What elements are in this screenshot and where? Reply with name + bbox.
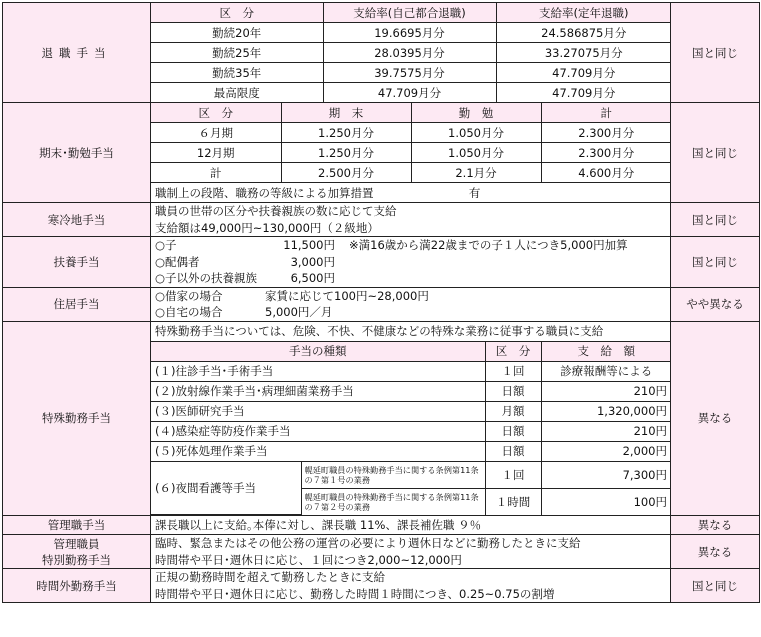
table-row bbox=[151, 143, 671, 163]
content-bonus bbox=[151, 103, 671, 203]
overtime-line-1: 正規の勤務時間を超えて勤務したときに支給 bbox=[155, 570, 385, 584]
cell: 2.300月分 bbox=[541, 123, 671, 143]
header-kind: 手当の種類 bbox=[151, 341, 485, 361]
cell: 210円 bbox=[541, 381, 671, 401]
cell: 2,000円 bbox=[541, 441, 671, 461]
header-amount: 支 給 額 bbox=[541, 341, 671, 361]
table-row bbox=[151, 401, 671, 421]
cell: 日額 bbox=[485, 421, 541, 441]
table-row bbox=[151, 421, 671, 441]
cell: 47.709月分 bbox=[496, 83, 671, 103]
list-item bbox=[151, 270, 670, 287]
cold-line-1: 職員の世帯の区分や扶養親族の数に応じて支給 bbox=[155, 204, 397, 218]
note-text: 職制上の段階、職務の等級による加算措置 bbox=[155, 185, 374, 200]
table-row bbox=[151, 361, 671, 381]
cell: 幌延町職員の特殊勤務手当に関する条例第11条の７第１号の業務 bbox=[301, 461, 485, 488]
table-row bbox=[151, 381, 671, 401]
item-note: ※満16歳から満22歳までの子１人につき5,000円加算 bbox=[349, 238, 628, 252]
cell: １時間 bbox=[485, 488, 541, 515]
content-retirement bbox=[151, 3, 671, 103]
cold-line-2: 支給額は49,000円~130,000円（２級地） bbox=[155, 220, 379, 235]
cell: 100円 bbox=[541, 488, 671, 515]
cell: 勤続25年 bbox=[151, 43, 323, 63]
manager-special-line-1: 臨時、緊急またはその他公務の運営の必要により週休日などに勤務したときに支給 bbox=[155, 536, 581, 550]
table-row bbox=[151, 23, 671, 43]
cell: ６月期 bbox=[151, 123, 281, 143]
header-voluntary: 支給率(自己都合退職) bbox=[323, 3, 496, 23]
content-manager bbox=[151, 516, 671, 535]
row-housing bbox=[3, 287, 760, 321]
label-cold: 寒冷地手当 bbox=[3, 203, 151, 237]
item-amount: 6,500円 bbox=[290, 271, 335, 285]
label-housing: 住居手当 bbox=[3, 287, 151, 321]
list-item bbox=[151, 288, 670, 305]
content-housing bbox=[151, 287, 671, 321]
item-name: ○自宅の場合 bbox=[155, 305, 223, 319]
cell: (２)放射線作業手当･病理細菌業務手当 bbox=[151, 381, 485, 401]
cell: 幌延町職員の特殊勤務手当に関する条例第11条の７第２号の業務 bbox=[301, 488, 485, 515]
cell: 日額 bbox=[485, 381, 541, 401]
table-row bbox=[151, 83, 671, 103]
content-special bbox=[151, 321, 671, 516]
cell: 勤続35年 bbox=[151, 63, 323, 83]
result-retirement: 国と同じ bbox=[671, 3, 760, 103]
list-item bbox=[151, 304, 670, 321]
table-row bbox=[151, 461, 671, 488]
label-overtime: 時間外勤務手当 bbox=[3, 569, 151, 603]
cell: 1.050月分 bbox=[411, 143, 541, 163]
table-row bbox=[151, 63, 671, 83]
header-diligence: 勤 勉 bbox=[411, 103, 541, 123]
cell: 1,320,000円 bbox=[541, 401, 671, 421]
row-bonus bbox=[3, 103, 760, 203]
label-line-1: 管理職員 bbox=[53, 536, 100, 551]
header-category: 区 分 bbox=[151, 3, 323, 23]
label-retirement bbox=[3, 3, 151, 103]
cell: 4.600月分 bbox=[541, 163, 671, 183]
cell: (３)医師研究手当 bbox=[151, 401, 485, 421]
result-housing: やや異なる bbox=[671, 287, 760, 321]
cell: 47.709月分 bbox=[496, 63, 671, 83]
manager-special-line-2: 時間帯や平日･週休日に応じ、１回につき2,000~12,000円 bbox=[155, 552, 462, 567]
allowance-table bbox=[2, 2, 760, 603]
result-cold: 国と同じ bbox=[671, 203, 760, 237]
cell: (５)死体処理作業手当 bbox=[151, 441, 485, 461]
table-row bbox=[151, 183, 671, 203]
retirement-table bbox=[151, 3, 671, 102]
cell: １回 bbox=[485, 461, 541, 488]
item-desc: 5,000円／月 bbox=[265, 305, 333, 319]
cell: 日額 bbox=[485, 441, 541, 461]
cell: 33.27075月分 bbox=[496, 43, 671, 63]
item-name: ○子 bbox=[155, 238, 177, 252]
content-overtime bbox=[151, 569, 671, 603]
header-unit: 区 分 bbox=[485, 341, 541, 361]
night-nursing-name: (６)夜間看護等手当 bbox=[151, 461, 301, 515]
label-special: 特殊勤務手当 bbox=[3, 321, 151, 516]
content-manager-special bbox=[151, 535, 671, 569]
row-retirement bbox=[3, 3, 760, 103]
special-table bbox=[151, 322, 671, 516]
cell: 勤続20年 bbox=[151, 23, 323, 43]
result-dependent: 国と同じ bbox=[671, 237, 760, 288]
label-manager-special bbox=[3, 535, 151, 569]
special-intro: 特殊勤務手当については、危険、不快、不健康などの特殊な業務に従事する職員に支給 bbox=[151, 322, 671, 342]
manager-text: 課長職以上に支給｡本俸に対し、課長職 11%、課長補佐職 ９％ bbox=[155, 517, 482, 532]
cell: 210円 bbox=[541, 421, 671, 441]
header-total: 計 bbox=[541, 103, 671, 123]
cell: 24.586875月分 bbox=[496, 23, 671, 43]
list-item bbox=[151, 237, 670, 254]
table-row bbox=[151, 43, 671, 63]
content-cold bbox=[151, 203, 671, 237]
row-manager bbox=[3, 516, 760, 535]
note-value: 有 bbox=[468, 185, 481, 200]
cell: (１)往診手当･手術手当 bbox=[151, 361, 485, 381]
result-overtime: 国と同じ bbox=[671, 569, 760, 603]
result-manager: 異なる bbox=[671, 516, 760, 535]
cell: 7,300円 bbox=[541, 461, 671, 488]
table-row bbox=[151, 123, 671, 143]
cell: 12月期 bbox=[151, 143, 281, 163]
cell: １回 bbox=[485, 361, 541, 381]
header-category: 区 分 bbox=[151, 103, 281, 123]
label-bonus: 期末･勤勉手当 bbox=[3, 103, 151, 203]
row-cold bbox=[3, 203, 760, 237]
item-name: ○配偶者 bbox=[155, 254, 200, 269]
label-line-2: 特別勤務手当 bbox=[42, 552, 111, 567]
item-desc: 家賃に応じて100円~28,000円 bbox=[265, 288, 429, 303]
result-manager-special: 異なる bbox=[671, 535, 760, 569]
cell: 28.0395月分 bbox=[323, 43, 496, 63]
cell: 月額 bbox=[485, 401, 541, 421]
row-dependent bbox=[3, 237, 760, 288]
table-row bbox=[151, 163, 671, 183]
cell: 2.1月分 bbox=[411, 163, 541, 183]
cell: 計 bbox=[151, 163, 281, 183]
table-row bbox=[151, 441, 671, 461]
item-amount: 11,500円 bbox=[283, 238, 335, 252]
label-manager: 管理職手当 bbox=[3, 516, 151, 535]
cell: 最高限度 bbox=[151, 83, 323, 103]
header-term-end: 期 末 bbox=[281, 103, 411, 123]
header-mandatory: 支給率(定年退職) bbox=[496, 3, 671, 23]
cell: (４)感染症等防疫作業手当 bbox=[151, 421, 485, 441]
cell: 2.300月分 bbox=[541, 143, 671, 163]
item-name: ○借家の場合 bbox=[155, 288, 223, 303]
bonus-table bbox=[151, 103, 671, 202]
row-manager-special bbox=[3, 535, 760, 569]
cell: 19.6695月分 bbox=[323, 23, 496, 43]
result-special: 異なる bbox=[671, 321, 760, 516]
item-name: ○子以外の扶養親族 bbox=[155, 271, 258, 285]
cell: 1.250月分 bbox=[281, 143, 411, 163]
cell: 39.7575月分 bbox=[323, 63, 496, 83]
bonus-note bbox=[151, 183, 671, 203]
row-special bbox=[3, 321, 760, 516]
cell: 47.709月分 bbox=[323, 83, 496, 103]
cell: 2.500月分 bbox=[281, 163, 411, 183]
overtime-line-2: 時間帯や平日･週休日に応じ、勤務した時間１時間につき、0.25~0.75の割増 bbox=[155, 586, 555, 601]
row-overtime bbox=[3, 569, 760, 603]
item-amount: 3,000円 bbox=[290, 254, 335, 269]
label-dependent: 扶養手当 bbox=[3, 237, 151, 288]
label-text: 退職手当 bbox=[41, 45, 112, 60]
result-bonus: 国と同じ bbox=[671, 103, 760, 203]
cell: 1.250月分 bbox=[281, 123, 411, 143]
cell: 1.050月分 bbox=[411, 123, 541, 143]
cell: 診療報酬等による bbox=[541, 361, 671, 381]
list-item bbox=[151, 254, 670, 271]
content-dependent bbox=[151, 237, 671, 288]
